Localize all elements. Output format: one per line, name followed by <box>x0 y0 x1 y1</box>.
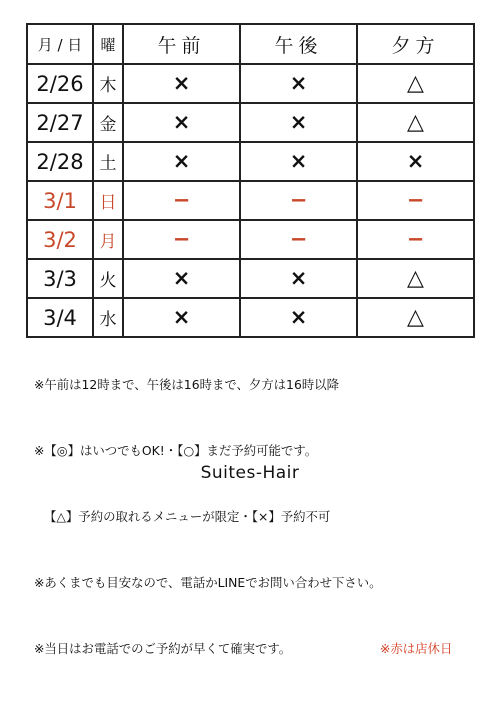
morning-cell-value: × <box>172 71 191 95</box>
weekday-cell-value: 土 <box>99 154 117 174</box>
weekday-cell-value: 木 <box>99 76 117 96</box>
evening-cell-value: − <box>406 188 425 212</box>
evening-cell <box>357 259 474 298</box>
date-cell-value: 3/3 <box>43 266 77 291</box>
date-cell <box>27 220 93 259</box>
date-cell <box>27 142 93 181</box>
morning-cell <box>123 220 240 259</box>
afternoon-cell <box>240 181 357 220</box>
note-hours: ※午前は12時まで、午後は16時まで、夕方は16時以降 <box>34 377 339 392</box>
morning-cell <box>123 142 240 181</box>
afternoon-cell-value: × <box>289 149 308 173</box>
afternoon-cell-value: × <box>289 71 308 95</box>
afternoon-cell <box>240 259 357 298</box>
date-cell-value: 2/27 <box>36 110 84 135</box>
morning-cell-value: × <box>172 266 191 290</box>
date-cell <box>27 181 93 220</box>
weekday-cell <box>93 220 123 259</box>
morning-cell <box>123 181 240 220</box>
date-cell <box>27 259 93 298</box>
evening-cell-value: △ <box>407 109 424 135</box>
note-symbols-2: 【△】予約の取れるメニューが限定・【×】予約不可 <box>44 509 331 524</box>
weekday-cell-value: 月 <box>99 232 117 252</box>
evening-cell <box>357 142 474 181</box>
table-row <box>27 259 474 298</box>
header-date: 月 / 日 <box>27 24 93 64</box>
afternoon-cell <box>240 220 357 259</box>
header-afternoon: 午後 <box>240 24 357 64</box>
evening-cell <box>357 64 474 103</box>
afternoon-cell-value: − <box>289 227 308 251</box>
date-cell <box>27 64 93 103</box>
evening-cell-value: △ <box>407 265 424 291</box>
weekday-cell <box>93 142 123 181</box>
weekday-cell <box>93 103 123 142</box>
evening-cell <box>357 220 474 259</box>
morning-cell <box>123 103 240 142</box>
table-row <box>27 142 474 181</box>
note-symbols-1: ※【◎】はいつでもOK!・【○】まだ予約可能です。 <box>34 443 318 458</box>
table-body <box>27 64 474 337</box>
afternoon-cell-value: − <box>289 188 308 212</box>
evening-cell-value: △ <box>407 70 424 96</box>
note-same-day <box>34 638 484 660</box>
afternoon-cell <box>240 64 357 103</box>
weekday-cell <box>93 64 123 103</box>
morning-cell-value: × <box>172 305 191 329</box>
note-same-day-text: ※当日はお電話でのご予約が早くて確実です。 <box>34 641 292 656</box>
header-weekday: 曜 <box>93 24 123 64</box>
date-cell-value: 3/1 <box>43 188 77 213</box>
reservation-table <box>26 23 475 338</box>
morning-cell <box>123 64 240 103</box>
note-contact: ※あくまでも目安なので、電話かLINEでお問い合わせ下さい。 <box>34 575 382 590</box>
weekday-cell-value: 日 <box>99 193 117 213</box>
weekday-cell-value: 金 <box>99 115 117 135</box>
note-closed-legend: ※赤は店休日 <box>380 641 453 656</box>
morning-cell <box>123 259 240 298</box>
weekday-cell <box>93 259 123 298</box>
table-row <box>27 103 474 142</box>
header-evening: 夕方 <box>357 24 474 64</box>
table-header-row <box>27 24 474 64</box>
table-row <box>27 181 474 220</box>
afternoon-cell-value: × <box>289 110 308 134</box>
evening-cell-value: × <box>406 149 425 173</box>
weekday-cell-value: 火 <box>99 271 117 291</box>
afternoon-cell-value: × <box>289 305 308 329</box>
morning-cell-value: × <box>172 110 191 134</box>
evening-cell <box>357 181 474 220</box>
evening-cell <box>357 103 474 142</box>
notes-block <box>34 330 484 704</box>
morning-cell-value: × <box>172 149 191 173</box>
salon-name: Suites-Hair <box>200 463 300 483</box>
date-cell-value: 2/28 <box>36 149 84 174</box>
date-cell-value: 3/2 <box>43 227 77 252</box>
evening-cell-value: − <box>406 227 425 251</box>
table-row <box>27 64 474 103</box>
afternoon-cell-value: × <box>289 266 308 290</box>
weekday-cell-value: 水 <box>99 310 117 330</box>
morning-cell-value: − <box>172 188 191 212</box>
afternoon-cell <box>240 142 357 181</box>
morning-cell-value: − <box>172 227 191 251</box>
table-row <box>27 220 474 259</box>
weekday-cell <box>93 181 123 220</box>
evening-cell-value: △ <box>407 304 424 330</box>
date-cell <box>27 103 93 142</box>
afternoon-cell <box>240 103 357 142</box>
date-cell-value: 2/26 <box>36 71 84 96</box>
date-cell-value: 3/4 <box>43 305 77 330</box>
header-morning: 午前 <box>123 24 240 64</box>
